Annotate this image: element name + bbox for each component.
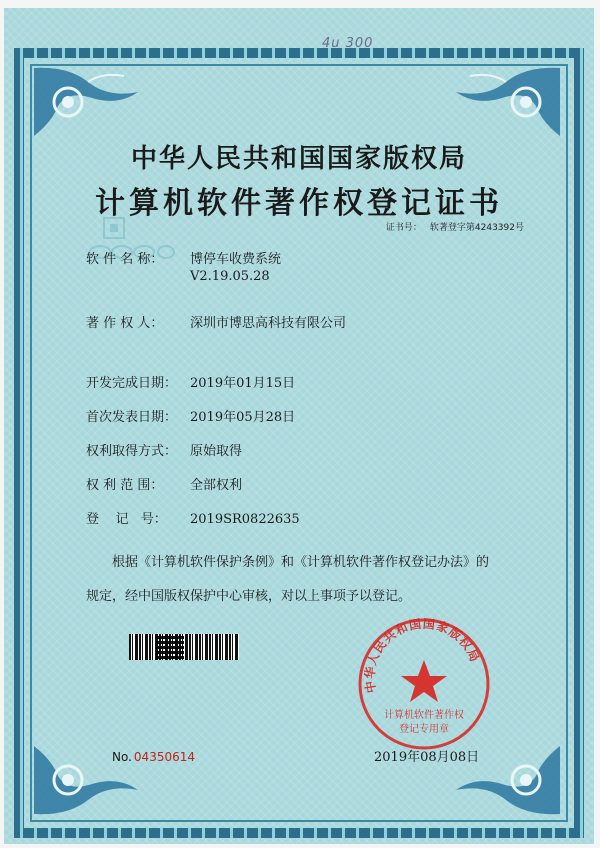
serial-label: No. xyxy=(112,750,132,764)
field-value: 全部权利 xyxy=(190,478,243,493)
field-label: 软 件 名 称： xyxy=(86,252,164,267)
certificate-number xyxy=(386,220,524,233)
field-label: 著 作 权 人： xyxy=(86,316,164,331)
field-rights-scope xyxy=(86,474,242,493)
field-label: 首次发表日期： xyxy=(86,410,178,425)
certificate-number-label: 证书号： xyxy=(385,223,422,233)
field-copyright-owner xyxy=(86,312,346,331)
official-seal xyxy=(354,614,494,754)
field-acquisition-method xyxy=(86,440,242,459)
issue-date: 2019年08月08日 xyxy=(374,750,480,765)
field-publication-date xyxy=(86,406,295,425)
seal-line-2: 登记专用章 xyxy=(399,724,449,735)
serial-number xyxy=(112,750,195,764)
statement-line: 规定，经中国版权保护中心审核，对以上事项予以登记。 xyxy=(86,589,412,604)
star-icon xyxy=(401,660,447,702)
field-software-name xyxy=(86,248,281,284)
corner-ornament-icon xyxy=(28,62,148,142)
certificate-title: 计算机软件著作权登记证书 xyxy=(95,186,503,221)
field-value: 2019SR0822635 xyxy=(190,512,300,527)
field-completion-date xyxy=(86,372,295,391)
certificate-number-value: 软著登字第4243392号 xyxy=(429,223,524,233)
field-label: 权 利 范 围： xyxy=(86,478,164,493)
seal-line-1: 计算机软件著作权 xyxy=(384,710,464,721)
handwritten-note: 4u 300 xyxy=(322,36,374,51)
issuing-authority: 中华人民共和国国家版权局 xyxy=(130,144,467,174)
qr-code xyxy=(156,635,184,659)
field-value: 2019年05月28日 xyxy=(190,410,296,425)
field-label: 登 记 号： xyxy=(86,512,167,527)
field-label: 权利取得方式： xyxy=(86,444,178,459)
certificate xyxy=(4,8,594,844)
field-registration-number xyxy=(86,508,300,527)
field-value: 2019年01月15日 xyxy=(190,376,296,391)
seal-ring-text: 中华人民共和国国家版权局 xyxy=(362,616,483,694)
registration-statement xyxy=(86,546,526,614)
barcode xyxy=(129,634,239,660)
field-label: 开发完成日期： xyxy=(86,376,178,391)
field-value: 博停车收费系统 xyxy=(190,252,282,267)
field-value: 原始取得 xyxy=(190,444,243,459)
serial-value: 04350614 xyxy=(133,750,195,764)
corner-ornament-icon xyxy=(446,62,566,142)
field-value: 深圳市博思高科技有限公司 xyxy=(190,316,347,331)
software-version: V2.19.05.28 xyxy=(190,269,270,284)
statement-line: 根据《计算机软件保护条例》和《计算机软件著作权登记办法》的 xyxy=(112,555,490,570)
